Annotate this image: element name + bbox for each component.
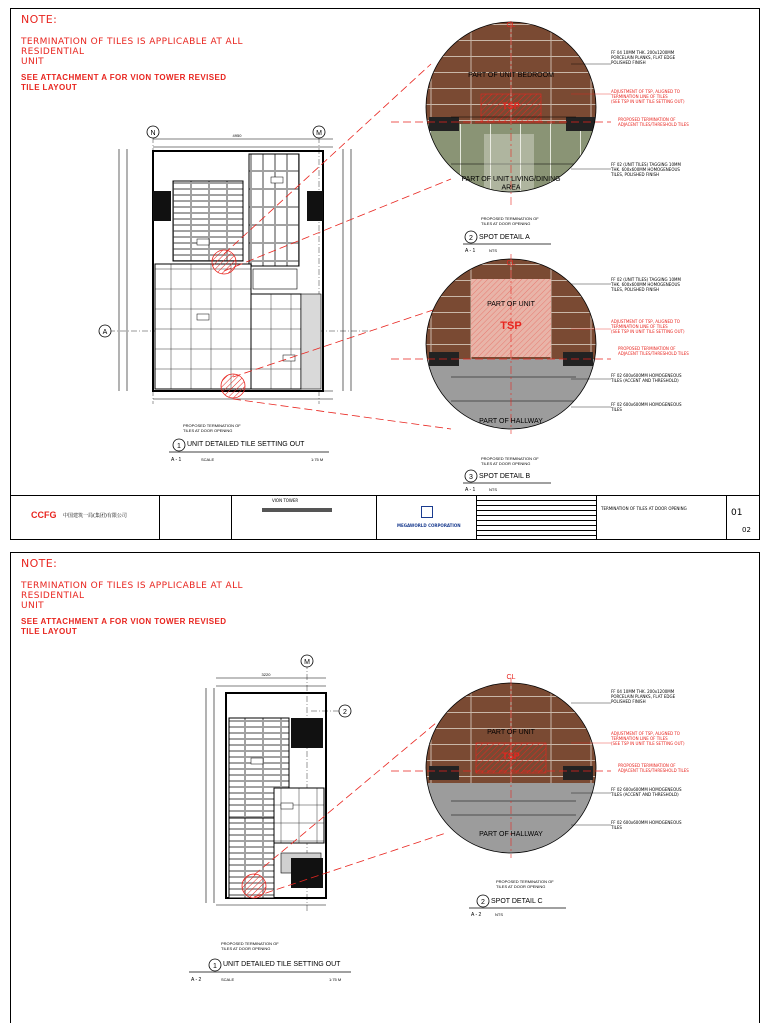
contractor-logo: CCFG — [31, 510, 57, 520]
callout-b-ff02c: FF 02 600x600MM HOMOGENEOUS TILES — [611, 402, 682, 412]
detail-a-ref: A - 1 — [465, 248, 476, 254]
sheet1-drawing — [11, 9, 759, 499]
detail-c-upper-label: PART OF UNIT — [487, 729, 535, 736]
grid-bubble-2: 2 — [343, 709, 347, 716]
detail-c-tsp: TSP — [502, 751, 520, 761]
callout-a-ff04: FF 04 10MM THK. 200x1200MM PORCELAIN PLANKS, FLAT EDGE POLISHED FINISH — [611, 50, 676, 65]
detail-a-nts: NTS — [489, 248, 497, 253]
note-attachment: SEE ATTACHMENT A FOR VION TOWER REVISED TILE LAYOUT — [21, 73, 227, 92]
detail-a-tsp: TSP — [502, 101, 520, 111]
detail-b-number: 3 — [469, 474, 473, 481]
client-logo-icon — [421, 506, 433, 518]
callout-b-ff02b: FF 02 600x600MM HOMOGENEOUS TILES (ACCENT AND THRESHOLD) — [611, 373, 682, 383]
dimension-top: 3220 — [261, 672, 271, 677]
title-block — [11, 495, 759, 539]
grid-bubble-m: M — [304, 659, 310, 666]
callout-a-proposed: PROPOSED TERMINATION OF ADJACENT TILES/THRESHOLD TILES — [618, 117, 689, 127]
drawing-sheet-2 — [10, 552, 760, 1023]
detail-c-nts: NTS — [495, 912, 503, 917]
callout-a-adjust: ADJUSTMENT OF TSP, ALIGNED TO TERMINATION LINE OF TILES (SEE TSP IN UNIT TILE SETTING OUT) — [611, 89, 685, 104]
plan-title: UNIT DETAILED TILE SETTING OUT — [187, 441, 305, 448]
detail-c-lower-label: PART OF HALLWAY — [479, 831, 543, 838]
detail-a-title: SPOT DETAIL A — [479, 234, 530, 241]
spot-detail-c — [391, 674, 611, 863]
spot-detail-a — [391, 19, 611, 205]
tb-project-cell — [231, 496, 377, 539]
client-name: MEGAWORLD CORPORATION — [397, 523, 461, 528]
callout-b-adjust: ADJUSTMENT OF TSP, ALIGNED TO TERMINATION LINE OF TILES (SEE TSP IN UNIT TILE SETTING OUT) — [611, 319, 685, 334]
detail-a-proposed-note: PROPOSED TERMINATION OF TILES AT DOOR OPENING — [481, 216, 539, 226]
note-termination: TERMINATION OF TILES IS APPLICABLE AT ALL RESIDENTIAL UNIT — [21, 37, 243, 67]
centerline-symbol: CL — [506, 260, 516, 267]
plan-proposed-note: PROPOSED TERMINATION OF TILES AT DOOR OPENING — [221, 941, 279, 951]
detail-b-proposed-note: PROPOSED TERMINATION OF TILES AT DOOR OPENING — [481, 456, 539, 466]
tb-revision-table — [476, 496, 597, 539]
plan-scale-label: SCALE — [201, 457, 215, 462]
plan-title-ref: A - 1 — [171, 457, 182, 463]
plan-title-number: 1 — [177, 443, 181, 450]
grid-bubble-n: N — [150, 130, 156, 137]
text-line: AREA — [501, 184, 521, 192]
detail-b-upper-label: PART OF UNIT — [487, 301, 535, 308]
callout-b-proposed: PROPOSED TERMINATION OF ADJACENT TILES/THRESHOLD TILES — [618, 346, 689, 356]
detail-a-number: 2 — [469, 235, 473, 242]
callout-c-proposed: PROPOSED TERMINATION OF ADJACENT TILES/THRESHOLD TILES — [618, 763, 689, 773]
contractor-name: 中国建筑一局(集团)有限公司 — [63, 513, 127, 519]
detail-c-number: 2 — [481, 899, 485, 906]
grid-bubble-a: A — [102, 329, 108, 336]
detail-c-ref: A - 2 — [471, 912, 482, 918]
project-text-block — [262, 508, 332, 512]
note-heading: NOTE: — [21, 13, 58, 26]
text-line: TILES AT DOOR OPENING — [481, 220, 531, 226]
project-name: VION TOWER — [272, 498, 299, 503]
detail-b-ref: A - 1 — [465, 487, 476, 493]
tb-client-cell — [376, 496, 477, 539]
note-heading: NOTE: — [21, 557, 58, 570]
plan-scale-label: SCALE — [221, 977, 235, 982]
dimension-top: 4950 — [232, 133, 242, 138]
callout-c-adjust: ADJUSTMENT OF TSP, ALIGNED TO TERMINATION LINE OF TILES (SEE TSP IN UNIT TILE SETTING OUT) — [611, 731, 685, 746]
callout-b-ff02a: FF 02 (UNIT TILES) TAGGING 10MM THK. 600x600MM HOMOGENEOUS TILES, POLISHED FINISH — [611, 277, 681, 292]
sheet-total: 02 — [742, 526, 751, 534]
detail-a-upper-label: PART OF UNIT BEDROOM — [468, 72, 554, 79]
plan-title: UNIT DETAILED TILE SETTING OUT — [223, 961, 341, 968]
plan-title-number: 1 — [213, 963, 217, 970]
plan-title-ref: A - 2 — [191, 977, 202, 983]
text-line: TILES AT DOOR OPENING — [496, 883, 546, 889]
grid-bubble-m: M — [316, 130, 322, 137]
unit-floor-plan — [206, 655, 351, 913]
note-termination: TERMINATION OF TILES IS APPLICABLE AT ALL RESIDENTIAL UNIT — [21, 581, 243, 611]
detail-b-lower-label: PART OF HALLWAY — [479, 418, 543, 425]
plan-scale-value: 1:75 M — [329, 977, 342, 982]
callout-c-ff02c: FF 02 600x600MM HOMOGENEOUS TILES — [611, 820, 682, 830]
drawing-sheet-1 — [10, 8, 760, 540]
detail-b-nts: NTS — [489, 487, 497, 492]
callout-c-ff04: FF 04 10MM THK. 200x1200MM PORCELAIN PLANKS, FLAT EDGE POLISHED FINISH — [611, 689, 676, 704]
drawing-title: TERMINATION OF TILES AT DOOR OPENING — [601, 506, 687, 511]
detail-a-lower-label: PART OF UNIT LIVING/DINING AREA — [461, 176, 561, 192]
spot-detail-b — [391, 254, 611, 439]
note-attachment: SEE ATTACHMENT A FOR VION TOWER REVISED TILE LAYOUT — [21, 617, 227, 636]
text-line: TILES AT DOOR OPENING — [183, 427, 233, 433]
unit-floor-plan — [99, 126, 371, 404]
centerline-symbol: CL — [506, 22, 516, 29]
plan-proposed-note: PROPOSED TERMINATION OF TILES AT DOOR OPENING — [183, 423, 241, 433]
detail-c-proposed-note: PROPOSED TERMINATION OF TILES AT DOOR OPENING — [496, 879, 554, 889]
sheet-number: 01 — [731, 508, 743, 518]
detail-c-title: SPOT DETAIL C — [491, 898, 543, 905]
callout-a-ff02: FF 02 (UNIT TILES) TAGGING 10MM THK. 600x600MM HOMOGENEOUS TILES, POLISHED FINISH — [611, 162, 681, 177]
detail-b-tsp: TSP — [500, 320, 522, 332]
centerline-symbol: CL — [506, 674, 516, 681]
tb-title-cell — [596, 496, 727, 539]
callout-c-ff02b: FF 02 600x600MM HOMOGENEOUS TILES (ACCENT AND THRESHOLD) — [611, 787, 682, 797]
text-line: TILES AT DOOR OPENING — [481, 460, 531, 466]
detail-b-title: SPOT DETAIL B — [479, 473, 531, 480]
tb-cell — [159, 496, 232, 539]
text-line: TILES AT DOOR OPENING — [221, 945, 271, 951]
tb-sheet-cell — [726, 496, 759, 539]
plan-scale-value: 1:75 M — [311, 457, 324, 462]
